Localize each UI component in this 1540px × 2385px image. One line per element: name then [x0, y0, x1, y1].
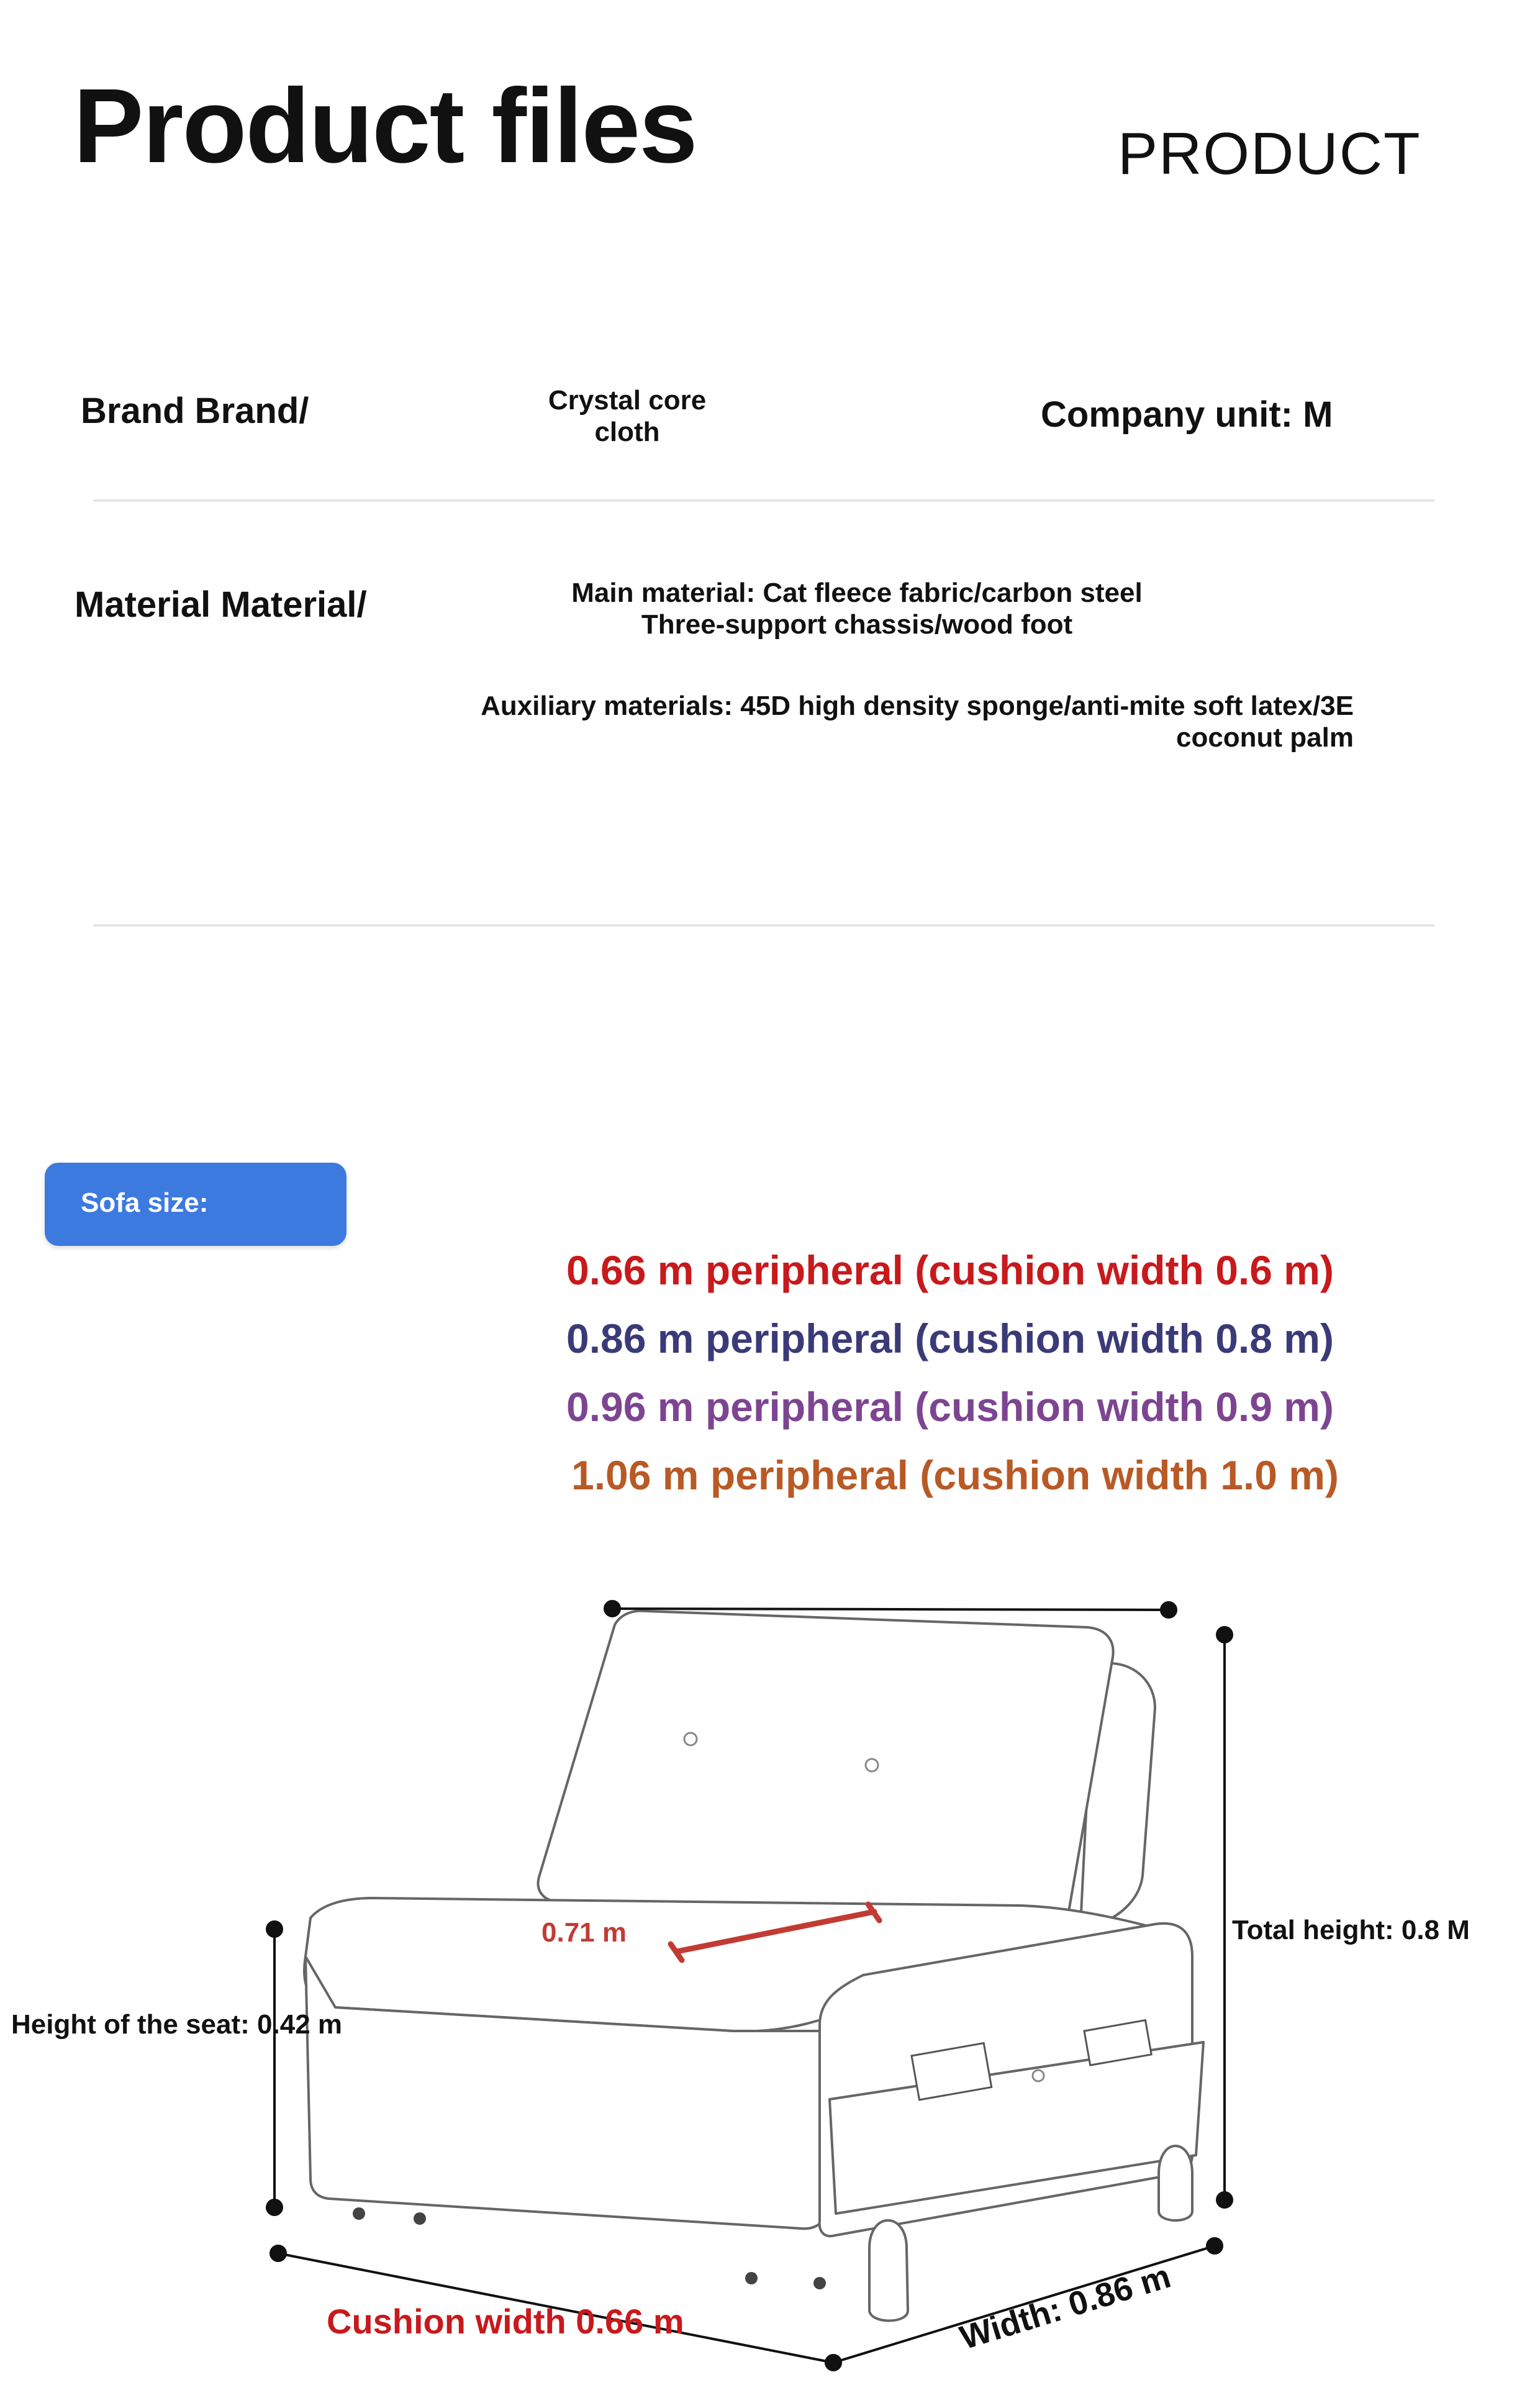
company-unit: Company unit: M	[1041, 394, 1333, 435]
caster-wheel	[353, 2207, 365, 2220]
top-width-line	[612, 1609, 1169, 1610]
cushion-width-label: Cushion width 0.66 m	[327, 2302, 684, 2341]
sofa-leg	[869, 2220, 908, 2321]
brand-label: Brand Brand/	[81, 391, 309, 431]
caster-wheel	[813, 2277, 826, 2289]
size-option: 0.96 m peripheral (cushion width 0.9 m)	[566, 1384, 1334, 1430]
dimension-dot	[267, 1922, 282, 1937]
size-option: 0.86 m peripheral (cushion width 0.8 m)	[566, 1315, 1334, 1361]
dimension-dot	[1161, 1602, 1176, 1617]
dimension-dot	[1207, 2238, 1222, 2253]
cushion-button	[684, 1733, 697, 1745]
dimension-dot	[1217, 2192, 1232, 2207]
dimension-dot	[1217, 1627, 1232, 1642]
dimension-dot	[605, 1601, 620, 1616]
main-material-line-1: Main material: Cat fleece fabric/carbon steel	[571, 578, 1143, 608]
width-label: Width: 0.86 m	[956, 2257, 1175, 2357]
depth-label: 0.71 m	[541, 1917, 627, 1948]
main-material-line-2: Three-support chassis/wood foot	[641, 609, 1073, 640]
aux-material-line-2: coconut palm	[1175, 722, 1354, 753]
caster-wheel	[745, 2272, 758, 2284]
section-kicker: PRODUCT	[1118, 120, 1421, 187]
brand-value-line-2: cloth	[594, 416, 660, 447]
aux-material-line-1: Auxiliary materials: 45D high density sponge/anti-mite soft latex/3E	[481, 691, 1354, 721]
sofa-leg	[1159, 2146, 1192, 2220]
caster-wheel	[414, 2212, 426, 2225]
brand-value-line-1: Crystal core	[548, 385, 707, 416]
page-title: Product files	[73, 67, 697, 185]
sofa-back-cushion	[538, 1611, 1113, 1930]
material-label: Material Material/	[75, 584, 367, 625]
size-option: 0.66 m peripheral (cushion width 0.6 m)	[566, 1247, 1334, 1293]
seat-height-label: Height of the seat: 0.42 m	[11, 2009, 343, 2040]
size-option: 1.06 m peripheral (cushion width 1.0 m)	[571, 1452, 1339, 1498]
total-height-label: Total height: 0.8 M	[1232, 1915, 1470, 1945]
cushion-button	[866, 1759, 878, 1771]
pocket-button	[1033, 2070, 1044, 2081]
dimension-dot	[271, 2246, 286, 2261]
sofa-size-tag-label: Sofa size:	[81, 1188, 209, 1218]
dimension-dot	[267, 2200, 282, 2215]
